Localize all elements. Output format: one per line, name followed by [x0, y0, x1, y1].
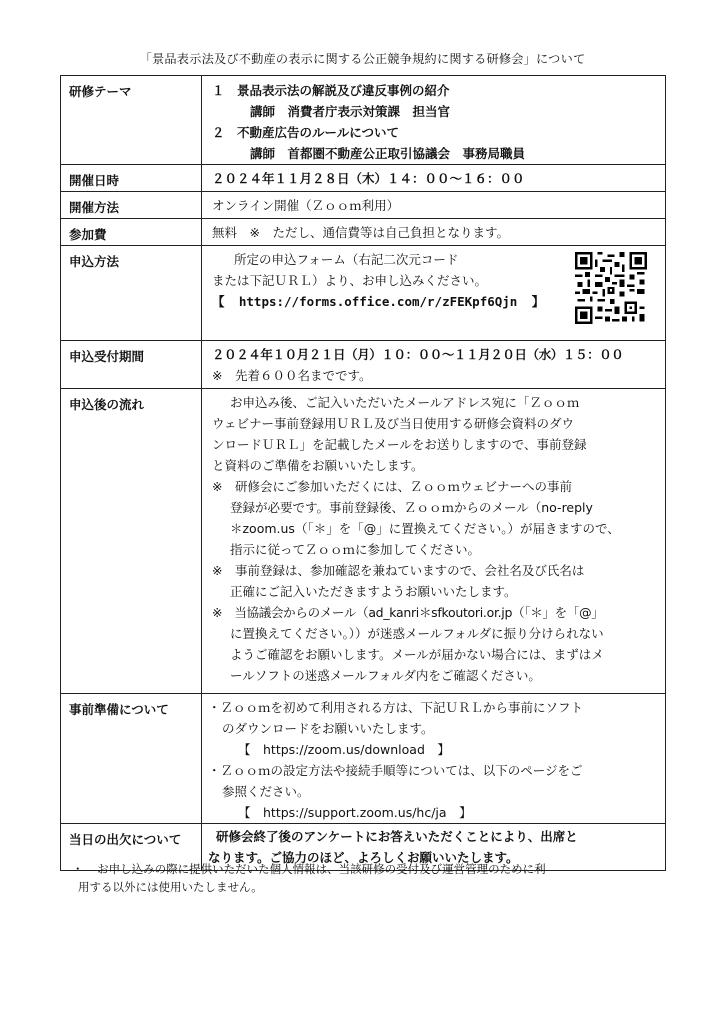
flow-line: ※ 研修会にご参加いただくには、Ｚｏｏｍウェビナーへの事前 [212, 479, 572, 494]
row-datetime [61, 165, 666, 192]
zoom-support-link[interactable]: 【 https://support.zoom.us/hc/ja 】 [238, 805, 472, 820]
theme-item-2: ２ 不動産広告のルールについて [212, 125, 400, 140]
flow-line: ウェビナー事前登録用ＵＲＬ及び当日使用する研修会資料のダウ [212, 416, 575, 431]
label-flow: 申込後の流れ [61, 389, 202, 694]
flow-line: ールソフトの迷惑メールフォルダ内をご確認ください。 [230, 668, 541, 683]
flow-line: ようご確認をお願いします。メールが届かない場合には、まずはメ [230, 647, 604, 662]
footnote-line-1: お申し込みの際に提供いただいた個人情報は、当該研修の受付及び運営管理のために利 [97, 862, 546, 876]
flow-line: ンロードＵＲＬ」を記載したメールをお送りしますので、事前登録 [212, 437, 587, 452]
fee-value: 無料 ※ ただし、通信費等は自己負担となります。 [212, 225, 509, 240]
label-period: 申込受付期間 [61, 341, 202, 389]
label-method: 開催方法 [61, 192, 202, 219]
apply-line-2: または下記ＵＲＬ）より、お申し込みください。 [212, 273, 488, 288]
apply-bracket-open: 【 [212, 294, 225, 309]
apply-form-url[interactable]: https://forms.office.com/r/zFEKpf6Qjn [238, 294, 518, 309]
flow-line: 正確にご記入いただきますようお願いいたします。 [230, 584, 517, 599]
datetime-value: ２０２４年１１月２８日（木）１４：００～１６：００ [212, 171, 525, 186]
footnote-line-2: 用する以外には使用いたしません。 [78, 880, 263, 894]
label-datetime: 開催日時 [61, 165, 202, 192]
theme-item-1: １ 景品表示法の解説及び違反事例の紹介 [212, 83, 450, 98]
privacy-footnote [72, 860, 672, 896]
flow-line: お申込み後、ご記入いただいたメールアドレス宛に「Ｚｏｏｍ [230, 395, 580, 410]
row-period [61, 341, 666, 389]
row-prep [61, 694, 666, 824]
apply-bracket-close: 】 [531, 294, 545, 309]
row-fee [61, 219, 666, 246]
prep-line-1: ・Ｚｏｏｍを初めて利用される方は、下記ＵＲＬから事前にソフト [208, 700, 584, 715]
label-attendance: 当日の出欠について [61, 824, 202, 871]
apply-line-1: 所定の申込フォーム（右記二次元コード [234, 252, 459, 267]
zoom-download-link[interactable]: 【 https://zoom.us/download 】 [238, 742, 450, 757]
row-flow [61, 389, 666, 694]
seminar-info-table [60, 75, 666, 871]
qr-code-icon[interactable] [575, 252, 647, 324]
flow-line: ＊zoom.us（「＊」を「@」に置換えてください。）が届きますので、 [230, 521, 620, 536]
document-title: 「景品表示法及び不動産の表示に関する公正競争規約に関する研修会」について [139, 52, 586, 66]
prep-line-2: のダウンロードをお願いいたします。 [222, 721, 434, 736]
prep-line-4: 参照ください。 [222, 784, 310, 799]
flow-line: に置換えてください。））が迷惑メールフォルダに振り分けられない [230, 626, 604, 641]
theme-speaker-2: 講師 首都圏不動産公正取引協議会 事務局職員 [250, 146, 526, 161]
prep-line-3: ・Ｚｏｏｍの設定方法や接続手順等については、以下のページをご [208, 763, 583, 778]
flow-text [202, 389, 666, 694]
attendance-line-1: 研修会終了後のアンケートにお答えいただくことにより、出席と [216, 829, 578, 844]
footnote-bullet: ・ [72, 862, 84, 876]
flow-line: ※ 事前登録は、参加確認を兼ねていますので、会社名及び氏名は [212, 563, 585, 578]
theme-speaker-1: 講師 消費者庁表示対策課 担当官 [250, 104, 451, 119]
period-value: ２０２４年１０月２１日（月）１０：００～１１月２０日（水）１５：００ [212, 347, 624, 362]
attendance-line-2: なります。ご協力のほど、よろしくお願いいたします。 [208, 850, 519, 865]
period-note: ※ 先着６００名までです。 [212, 368, 372, 383]
label-apply: 申込方法 [61, 246, 202, 341]
row-method [61, 192, 666, 219]
flow-line: 登録が必要です。事前登録後、Ｚｏｏｍからのメール（no-reply [230, 500, 593, 515]
row-apply [61, 246, 666, 341]
row-theme [61, 76, 666, 165]
label-fee: 参加費 [61, 219, 202, 246]
flow-line: 指示に従ってＺｏｏｍに参加してください。 [230, 542, 481, 557]
label-prep: 事前準備について [61, 694, 202, 824]
label-theme: 研修テーマ [61, 76, 202, 165]
flow-line: と資料のご準備をお願いいたします。 [212, 458, 424, 473]
flow-line: ※ 当協議会からのメール（ad_kanri＊sfkoutori.or.jp（「＊」を「@」 [212, 605, 604, 620]
method-value: オンライン開催（Ｚｏｏｍ利用） [212, 198, 400, 213]
